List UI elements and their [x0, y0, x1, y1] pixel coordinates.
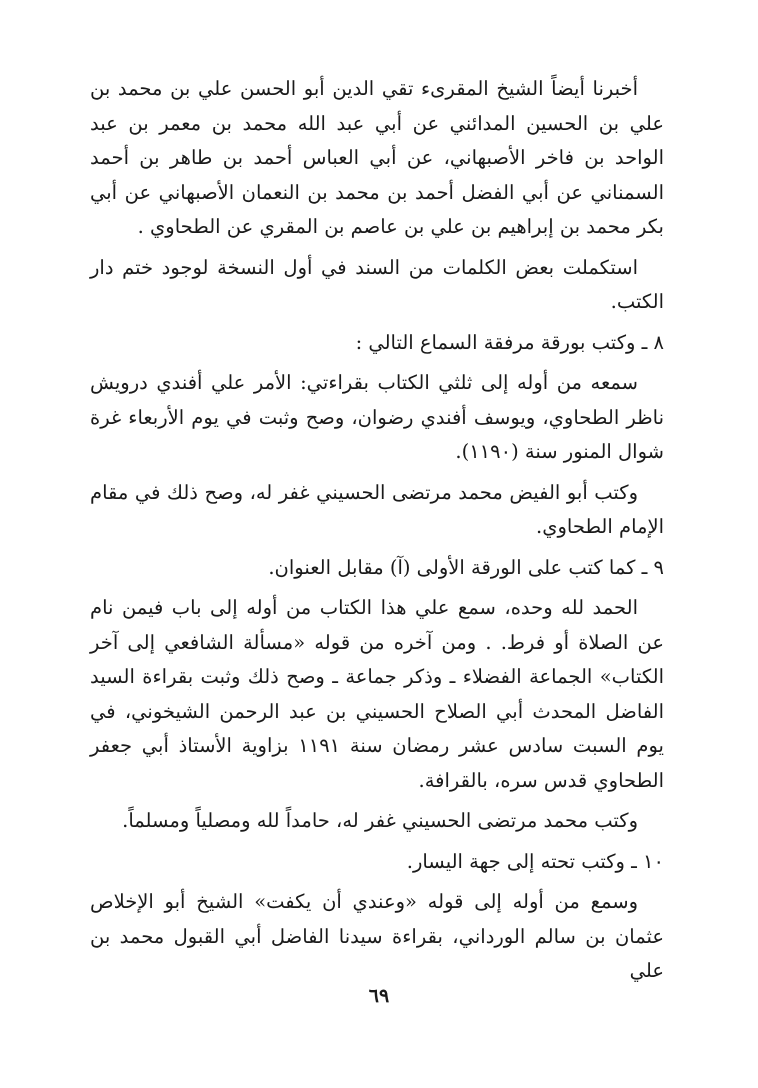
- paragraph-item-8-hearing: سمعه من أوله إلى ثلثي الكتاب بقراءتي: الأمر علي أفندي درويش ناظر الطحاوي، ويوسف أفندي رضوان، وصح وثبت في يوم الأربعاء غرة شوال المنور سنة (١١٩٠).: [90, 371, 664, 463]
- page-body: [90, 72, 664, 995]
- paragraph-item-9-signature: وكتب محمد مرتضى الحسيني غفر له، حامداً لله ومصلياً ومسلماً.: [122, 809, 638, 832]
- paragraph-item-9-hearing: الحمد لله وحده، سمع علي هذا الكتاب من أوله إلى باب فيمن نام عن الصلاة أو فرط. . ومن آخره من قوله «مسألة الشافعي إلى آخر الكتاب» الجماعة الفضلاء ـ وذكر جماعة ـ وصح ذلك وثبت بقراءة السيد الفاضل المحدث أبي الصلاح الحسيني بن عبد الرحمن الشيخوني، في يوم السبت سادس عشر رمضان سنة ١١٩١ بزاوية الأستاذ أبي جعفر الطحاوي قدس سره، بالقرافة.: [90, 596, 664, 792]
- paragraph-item-9-heading: ٩ ـ كما كتب على الورقة الأولى (آ) مقابل العنوان.: [268, 555, 664, 579]
- page-number: ٦٩: [368, 985, 390, 1007]
- paragraph-item-10-hearing: وسمع من أوله إلى قوله «وعندي أن يكفت» الشيخ أبو الإخلاص عثمان بن سالم الورداني، بقراءة سيدنا الفاضل أبي القبول محمد بن علي: [90, 890, 664, 982]
- paragraph-item-10-heading: ١٠ ـ وكتب تحته إلى جهة اليسار.: [406, 849, 664, 873]
- paragraph-item-8-heading: ٨ ـ وكتب بورقة مرفقة السماع التالي :: [355, 330, 664, 354]
- paragraph-note-completed-words: استكملت بعض الكلمات من السند في أول النسخة لوجود ختم دار الكتب.: [90, 255, 664, 313]
- paragraph-item-8-signature: وكتب أبو الفيض محمد مرتضى الحسيني غفر له، وصح ذلك في مقام الإمام الطحاوي.: [90, 480, 664, 538]
- paragraph-chain-of-narration: أخبرنا أيضاً الشيخ المقرىء تقي الدين أبو الحسن علي بن محمد بن علي بن الحسين المدائني عن أبي عبد الله محمد بن معمر بن عبد الواحد بن فاخر الأصبهاني، عن أبي العباس أحمد بن طاهر بن أحمد السمناني عن أبي الفضل أحمد بن محمد بن النعمان الأصبهاني عن أبي بكر محمد بن إبراهيم بن علي بن عاصم بن المقري عن الطحاوي .: [90, 77, 664, 238]
